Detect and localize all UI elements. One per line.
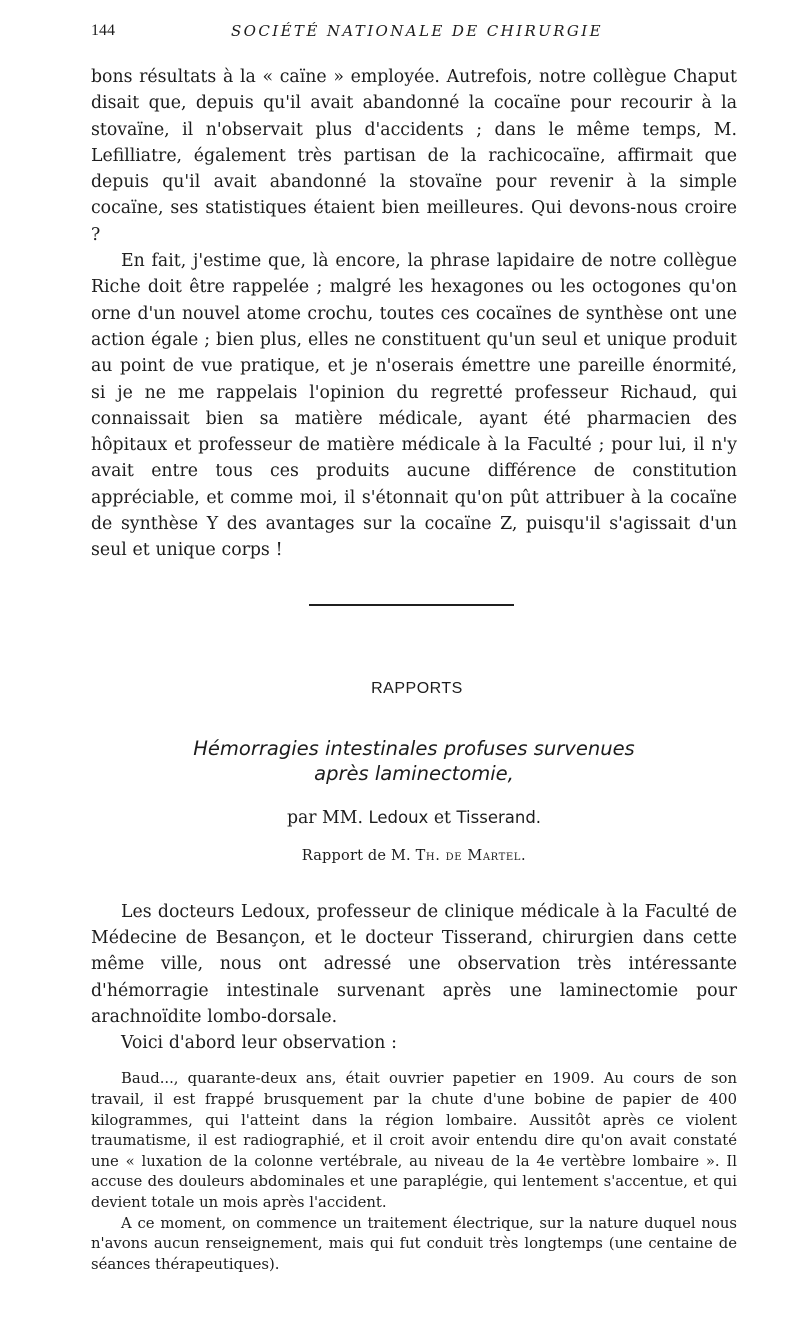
report-title-line: Hémorragies intestinales profuses survenues	[193, 736, 635, 760]
paragraph: bons résultats à la « caïne » employée. Autrefois, notre collègue Chaput disait que, depuis qu'il avait abandonné la cocaïne pour recourir à la stovaïne, il n'observait plus d'accidents ; dans le même temps, M. Lefilliatre, également très partisan de la rachicocaïne, affirmait que depuis qu'il avait abandonné la stovaïne pour revenir à la simple cocaïne, ses statistiques étaient bien meilleures. Qui devons-nous croire ?	[91, 67, 737, 245]
paragraph: Baud..., quarante-deux ans, était ouvrier papetier en 1909. Au cours de son travail, il est frappé brusquement par la chute d'une bobine de papier de 400 kilogrammes, qui l'atteint dans la région lombaire. Aussitôt après ce violent traumatisme, il est radiographié, et il croit avoir entendu dire qu'on avait constaté une « luxation de la colonne vertébrale, au niveau de la 4e vertèbre lombaire ». Il accuse des douleurs abdominales et une paraplégie, qui lentement s'accentue, et qui devient totale un mois après l'accident.	[91, 1070, 737, 1211]
paragraph: Voici d'abord leur observation :	[121, 1033, 397, 1054]
rapporteur-line	[91, 848, 737, 864]
journal-title: SOCIÉTÉ NATIONALE DE CHIRURGIE	[231, 22, 603, 40]
report-authors	[91, 808, 737, 828]
author-name: Tisserand.	[456, 807, 542, 827]
authors-conjunction: et	[433, 807, 451, 828]
rapport-prefix: Rapport de M.	[301, 847, 411, 864]
document-page	[91, 20, 737, 1275]
running-head	[91, 20, 737, 46]
author-name: Ledoux	[368, 807, 429, 827]
continuation-text	[91, 64, 737, 564]
report-title-line: après laminectomie,	[314, 761, 514, 785]
paragraph: Les docteurs Ledoux, professeur de clinique médicale à la Faculté de Médecine de Besançon, et le docteur Tisserand, chirurgien dans cette même ville, nous ont adressé une observation très intéressante d'hémorragie intestinale survenant après une laminectomie pour arachnoïdite lombo-dorsale.	[91, 901, 737, 1027]
section-divider	[309, 604, 514, 606]
authors-prefix: par MM.	[286, 807, 363, 828]
observation-text	[91, 1069, 737, 1275]
paragraph: A ce moment, on commence un traitement électrique, sur la nature duquel nous n'avons aucun renseignement, mais qui fut conduit très longtemps (une centaine de séances thérapeutiques).	[91, 1214, 737, 1273]
rapporteur-name: Th. de Martel.	[415, 847, 527, 864]
report-title	[91, 736, 737, 786]
report-body	[91, 899, 737, 1057]
paragraph: En fait, j'estime que, là encore, la phrase lapidaire de notre collègue Riche doit être rappelée ; malgré les hexagones ou les octogones qu'on orne d'un nouvel atome crochu, toutes ces cocaïnes de synthèse ont une action égale ; bien plus, elles ne constituent qu'un seul et unique produit au point de vue pratique, et je n'oserais émettre une pareille énormité, si je ne me rappelais l'opinion du regretté professeur Richaud, qui connaissait bien sa matière médicale, ayant été pharmacien des hôpitaux et professeur de matière médicale à la Faculté ; pour lui, il n'y avait entre tous ces produits aucune différence de constitution appréciable, et comme moi, il s'étonnait qu'on pût attribuer à la cocaïne de synthèse Y des avantages sur la cocaïne Z, puisqu'il s'agissait d'un seul et unique corps !	[91, 251, 737, 561]
page-number: 144	[91, 22, 115, 39]
section-heading: RAPPORTS	[371, 679, 463, 697]
